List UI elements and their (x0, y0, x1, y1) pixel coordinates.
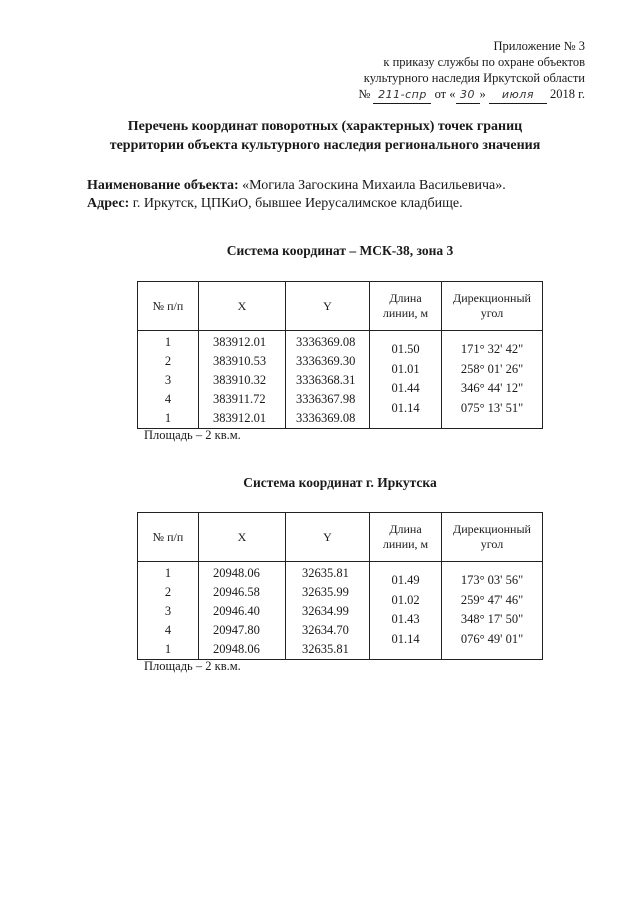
y-value: 3336368.31 (296, 373, 356, 387)
y-value: 3336367.98 (296, 392, 356, 406)
point-num: 3 (164, 604, 172, 618)
angle-value: 348° 17' 50" (460, 612, 524, 626)
x-column (199, 562, 286, 660)
x-value: 383911.72 (213, 392, 266, 406)
y-column (286, 562, 370, 660)
coordinates-table-msk38 (137, 281, 543, 429)
header-angle-line-2: угол (480, 306, 504, 320)
x-column (199, 331, 286, 429)
point-num: 1 (164, 566, 172, 580)
y-value: 3336369.30 (296, 354, 356, 368)
title-line-2: территории объекта культурного наследия регионального значения (109, 138, 541, 153)
point-num: 1 (164, 335, 172, 349)
table-header-row (138, 282, 543, 331)
point-num: 4 (164, 392, 172, 406)
y-value: 32635.81 (302, 566, 349, 580)
object-name-line (87, 177, 587, 195)
point-num: 2 (164, 354, 172, 368)
object-address-value: г. Иркутск, ЦПКиО, бывшее Иерусалимское кладбище. (132, 196, 463, 211)
header-y: Y (286, 282, 370, 331)
x-value: 383910.32 (213, 373, 267, 387)
header-angle (442, 282, 543, 331)
header-angle (442, 513, 543, 562)
header-x: X (199, 513, 286, 562)
area-msk38: Площадь – 2 кв.м. (144, 428, 241, 442)
header-angle-line-2: угол (480, 537, 504, 551)
num-column (138, 562, 199, 660)
point-num: 1 (164, 642, 172, 656)
x-value: 20946.58 (213, 585, 260, 599)
header-length-line-2: линии, м (382, 537, 429, 551)
y-value: 32635.81 (302, 642, 349, 656)
angle-column (442, 331, 543, 429)
x-value: 20946.40 (213, 604, 260, 618)
x-value: 383910.53 (213, 354, 267, 368)
angle-value: 346° 44' 12" (460, 381, 524, 395)
angle-value: 173° 03' 56" (460, 573, 524, 587)
number-sign: № (358, 87, 371, 101)
header-num: № п/п (138, 282, 199, 331)
appendix-line-3: культурного наследия Иркутской области (363, 71, 585, 85)
header-num: № п/п (138, 513, 199, 562)
handwritten-order-number: 211-спр (373, 87, 431, 104)
angle-value: 171° 32' 42" (460, 342, 524, 356)
order-year: 2018 г. (550, 87, 585, 101)
num-column (138, 331, 199, 429)
y-value: 32635.99 (302, 585, 349, 599)
length-column (370, 562, 442, 660)
object-info (87, 177, 587, 213)
point-num: 4 (164, 623, 172, 637)
handwritten-month: июля (489, 87, 547, 104)
x-value: 383912.01 (213, 411, 267, 425)
x-value: 383912.01 (213, 335, 267, 349)
header-length-line-1: Длина (389, 291, 422, 305)
length-value: 01.01 (391, 361, 420, 376)
y-value: 32634.70 (302, 623, 349, 637)
length-value: 01.49 (391, 573, 420, 587)
coordinates-table-irkutsk (137, 512, 543, 660)
table-body-row (138, 331, 543, 429)
y-value: 3336369.08 (296, 335, 356, 349)
object-name-label: Наименование объекта: (87, 178, 239, 193)
area-irkutsk: Площадь – 2 кв.м. (144, 659, 241, 673)
header-length (370, 282, 442, 331)
header-length-line-2: линии, м (382, 306, 429, 320)
y-value: 32634.99 (302, 604, 349, 618)
angle-value: 258° 01' 26" (460, 361, 524, 376)
appendix-header (245, 38, 585, 104)
angle-value: 076° 49' 01" (460, 631, 524, 646)
table-header-row (138, 513, 543, 562)
appendix-line-1: Приложение № 3 (493, 39, 585, 53)
y-column (286, 331, 370, 429)
date-close: » (479, 87, 486, 101)
x-value: 20948.06 (213, 642, 260, 656)
document-title (40, 117, 610, 155)
object-address-label: Адрес: (87, 196, 130, 211)
header-angle-line-1: Дирекционный (453, 522, 531, 536)
angle-value: 259° 47' 46" (460, 592, 524, 607)
length-value: 01.14 (391, 400, 420, 415)
length-value: 01.14 (391, 631, 420, 646)
angle-column (442, 562, 543, 660)
order-number-line (245, 86, 585, 104)
system-1-title: Система координат – МСК-38, зона 3 (226, 243, 454, 258)
point-num: 3 (164, 373, 172, 387)
length-value: 01.44 (391, 381, 420, 395)
length-column (370, 331, 442, 429)
title-line-1: Перечень координат поворотных (характерных) точек границ (127, 119, 523, 134)
system-2-title: Система координат г. Иркутска (243, 475, 437, 490)
object-address-line (87, 195, 587, 213)
x-value: 20948.06 (213, 566, 260, 580)
angle-value: 075° 13' 51" (460, 400, 524, 415)
point-num: 1 (164, 411, 172, 425)
length-value: 01.43 (391, 612, 420, 626)
header-length-line-1: Длина (389, 522, 422, 536)
length-value: 01.02 (391, 592, 420, 607)
point-num: 2 (164, 585, 172, 599)
table-body-row (138, 562, 543, 660)
header-angle-line-1: Дирекционный (453, 291, 531, 305)
y-value: 3336369.08 (296, 411, 356, 425)
header-x: X (199, 282, 286, 331)
object-name-value: «Могила Загоскина Михаила Васильевича». (242, 178, 506, 193)
handwritten-day: 30 (456, 87, 480, 104)
appendix-line-2: к приказу службы по охране объектов (383, 55, 585, 69)
length-value: 01.50 (391, 342, 420, 356)
header-length (370, 513, 442, 562)
x-value: 20947.80 (213, 623, 260, 637)
header-y: Y (286, 513, 370, 562)
date-from: от « (434, 87, 456, 101)
